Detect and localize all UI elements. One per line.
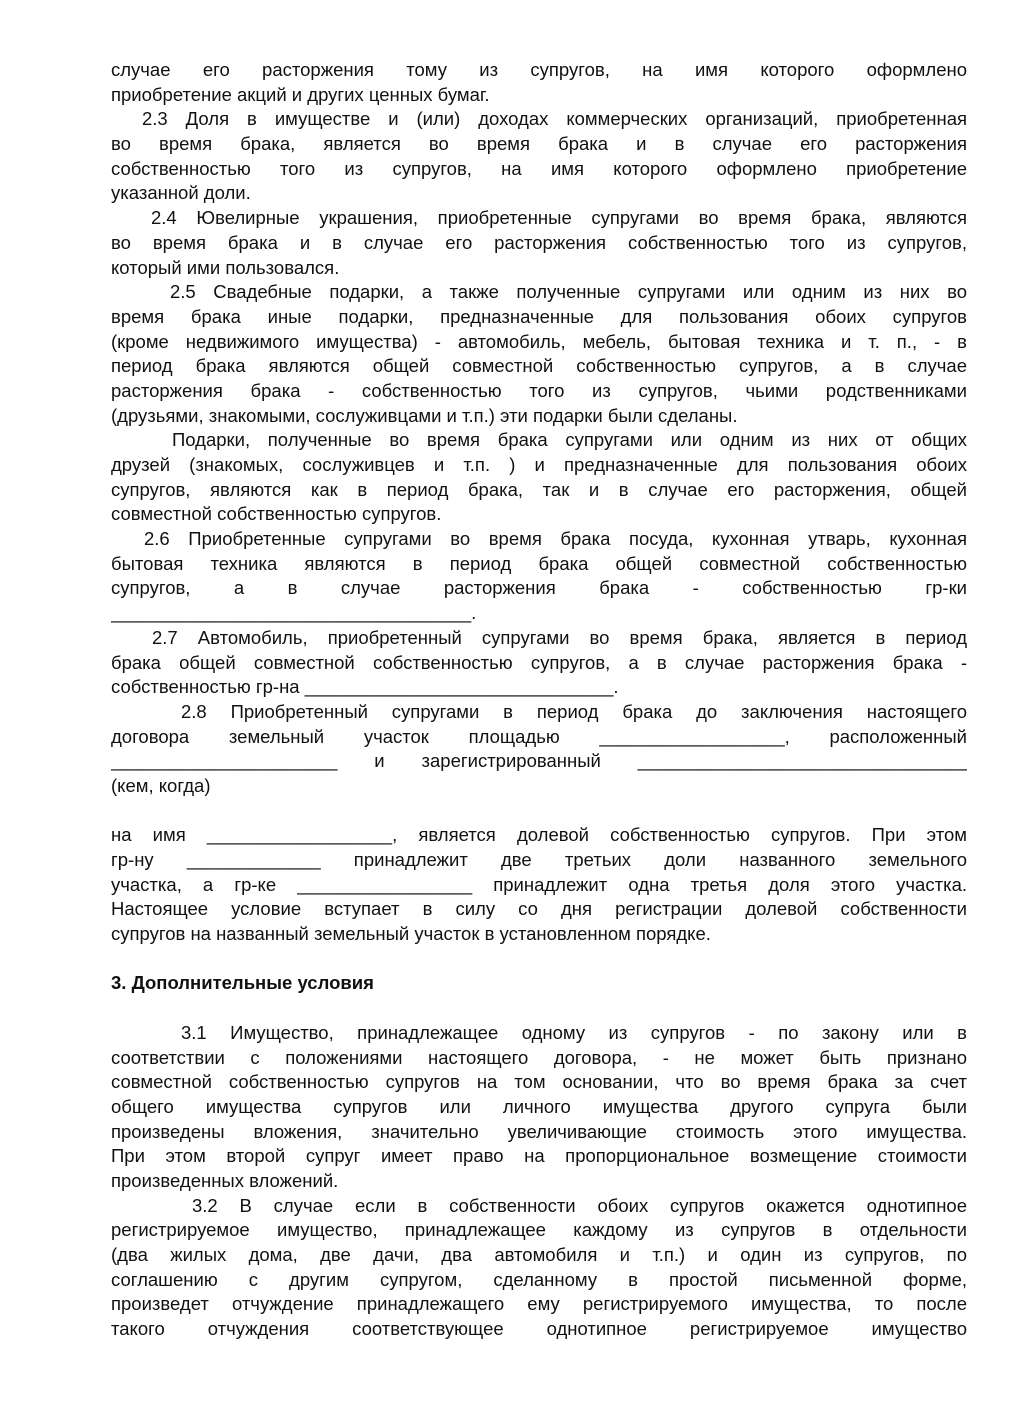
text-line: супругов, а в случае расторжения брака - собственностью гр-ки (111, 577, 967, 599)
text-line: супругов на названный земельный участок в установленном порядке. (111, 923, 711, 945)
text-line: 3.1 Имущество, принадлежащее одному из супругов - по закону или в (181, 1021, 967, 1043)
text-line: произведенных вложений. (111, 1169, 339, 1191)
text-line: приобретение акций и других ценных бумаг. (111, 83, 490, 105)
text-line: договора земельный участок площадью __________________, расположенный (111, 725, 967, 747)
text-line: ______________________ и зарегистрированный ________________________________ (111, 750, 967, 772)
text-line: произведет отчуждение принадлежащего ему регистрируемого имущества, то после (111, 1293, 967, 1315)
text-line: совместной собственностью супругов. (111, 503, 442, 525)
text-line: во время брака и в случае его расторжения собственностью того из супругов, (111, 231, 967, 253)
section-3-body (111, 1021, 967, 1342)
section-3-heading-block (111, 971, 967, 1020)
text-line: гр-ну _____________ принадлежит две третьих доли названного земельного (111, 849, 967, 870)
text-line: указанной доли. (111, 182, 251, 204)
text-line: собственностью того из супругов, на имя которого оформлено приобретение (111, 157, 967, 179)
text-line: супругов, являются как в период брака, так и в случае его расторжения, общей (111, 478, 967, 500)
section-3-heading: 3. Дополнительные условия (111, 972, 374, 994)
text-line: (кем, когда) (111, 774, 211, 796)
text-line: Подарки, полученные во время брака супругами или одним из них от общих (172, 429, 967, 451)
text-line: друзей (знакомых, сослуживцев и т.п. ) и предназначенные для пользования обоих (111, 454, 967, 475)
text-line: (два жилых дома, две дачи, два автомобиля и т.п.) и один из супругов, по (111, 1244, 967, 1266)
text-line: 2.3 Доля в имуществе и (или) доходах коммерческих организаций, приобретенная (142, 108, 967, 130)
text-line: брака общей совместной собственностью супругов, а в случае расторжения брака - (111, 651, 967, 673)
text-line: соглашению с другим супругом, сделанному в простой письменной форме, (111, 1268, 967, 1290)
text-line: 3.2 В случае если в собственности обоих супругов окажется однотипное (192, 1194, 967, 1216)
section-2-continued (111, 58, 967, 799)
text-line: ___________________________________. (111, 602, 477, 624)
text-line: бытовая техника являются в период брака общей совместной собственностью (111, 552, 967, 574)
text-line: случае его расторжения тому из супругов, на имя которого оформлено (111, 59, 967, 80)
text-line: участка, а гр-ке _________________ принадлежит одна третья доля этого участка. (111, 873, 967, 895)
text-line: регистрируемое имущество, принадлежащее каждому из супругов в отдельности (111, 1219, 967, 1241)
blank-line (111, 947, 967, 972)
text-line: который ими пользовался. (111, 256, 340, 278)
text-line: (друзьями, знакомыми, сослуживцами и т.п.) эти подарки были сделаны. (111, 404, 738, 426)
text-line: 2.8 Приобретенный супругами в период брака до заключения настоящего (181, 700, 967, 722)
text-line: 2.6 Приобретенные супругами во время брака посуда, кухонная утварь, кухонная (144, 528, 967, 550)
text-line: расторжения брака - собственностью того из супругов, чьими родственниками (111, 379, 967, 401)
text-line: совместной собственностью супругов на том основании, что во время брака за счет (111, 1071, 967, 1093)
section-2-8-tail (111, 823, 967, 946)
text-line: (кроме недвижимого имущества) - автомобиль, мебель, бытовая техника и т. п., - в (111, 330, 967, 352)
blank-line (111, 799, 967, 824)
document-page (111, 58, 967, 1342)
text-line: произведены вложения, значительно увеличивающие стоимость этого имущества. (111, 1120, 967, 1142)
text-line: общего имущества супругов или личного имущества другого супруга были (111, 1095, 967, 1117)
text-line: При этом второй супруг имеет право на пропорциональное возмещение стоимости (111, 1145, 967, 1167)
text-line: на имя __________________, является долевой собственностью супругов. При этом (111, 824, 967, 846)
text-line: во время брака, является во время брака и в случае его расторжения (111, 133, 967, 155)
text-line: соответствии с положениями настоящего договора, - не может быть признано (111, 1046, 967, 1068)
text-line: 2.5 Свадебные подарки, а также полученные супругами или одним из них во (170, 281, 967, 303)
text-line: такого отчуждения соответствующее однотипное регистрируемое имущество (111, 1318, 967, 1340)
text-line: собственностью гр-на ______________________________. (111, 676, 619, 698)
text-line: Настоящее условие вступает в силу со дня регистрации долевой собственности (111, 898, 967, 920)
text-line: 2.7 Автомобиль, приобретенный супругами во время брака, является в период (152, 626, 967, 648)
text-line: 2.4 Ювелирные украшения, приобретенные супругами во время брака, являются (151, 207, 967, 229)
text-line: период брака являются общей совместной собственностью супругов, а в случае (111, 355, 967, 377)
text-line: время брака иные подарки, предназначенные для пользования обоих супругов (111, 305, 967, 327)
